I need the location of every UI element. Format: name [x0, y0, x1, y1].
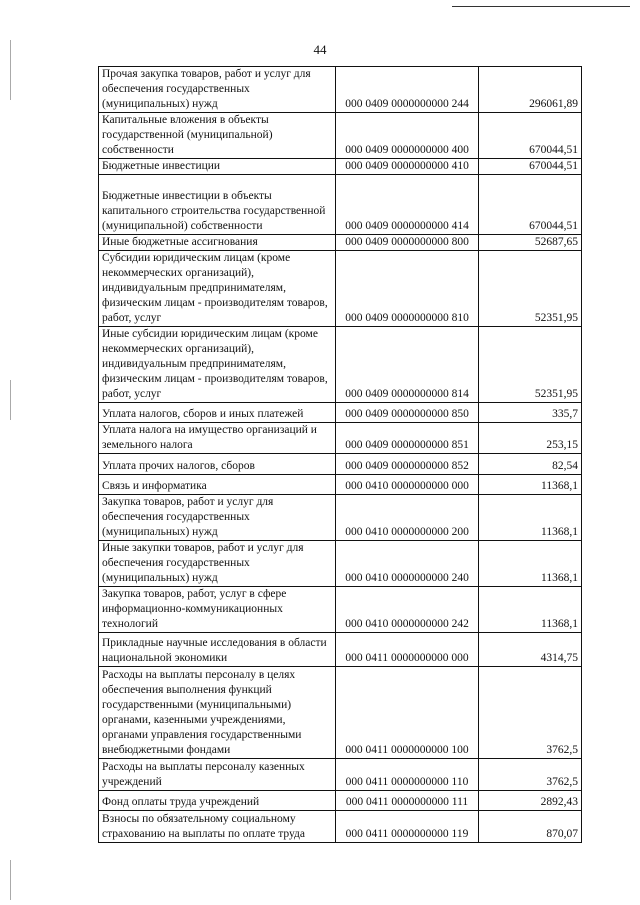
table-row — [99, 667, 582, 759]
table-row — [99, 403, 582, 423]
table-row — [99, 67, 582, 113]
table-row — [99, 251, 582, 327]
table-row — [99, 791, 582, 811]
page-number: 44 — [313, 42, 327, 57]
row-amount: 3762,5 — [479, 667, 582, 759]
row-code: 000 0410 0000000000 200 — [336, 495, 479, 541]
row-amount: 11368,1 — [479, 587, 582, 633]
row-amount: 670044,51 — [479, 113, 582, 159]
row-amount: 11368,1 — [479, 475, 582, 495]
row-name: Бюджетные инвестиции в объекты капитального строительства государственной (муниципальной) собственности — [99, 175, 336, 235]
row-code: 000 0409 0000000000 851 — [336, 423, 479, 454]
row-code: 000 0409 0000000000 852 — [336, 454, 479, 475]
scan-edge-mark — [10, 380, 11, 420]
table-row — [99, 587, 582, 633]
row-code: 000 0409 0000000000 244 — [336, 67, 479, 113]
row-code: 000 0409 0000000000 410 — [336, 159, 479, 175]
table-row — [99, 495, 582, 541]
table-row — [99, 811, 582, 843]
row-amount: 296061,89 — [479, 67, 582, 113]
row-amount: 335,7 — [479, 403, 582, 423]
table-row — [99, 541, 582, 587]
row-code: 000 0410 0000000000 240 — [336, 541, 479, 587]
row-code: 000 0411 0000000000 000 — [336, 633, 479, 667]
row-amount: 52351,95 — [479, 251, 582, 327]
table-row — [99, 113, 582, 159]
row-amount: 82,54 — [479, 454, 582, 475]
row-code: 000 0411 0000000000 110 — [336, 759, 479, 791]
row-code: 000 0409 0000000000 814 — [336, 327, 479, 403]
row-name: Иные субсидии юридическим лицам (кроме некоммерческих организаций), индивидуальным предпринимателям, физическим лицам - производителям товаров, работ, услуг — [99, 327, 336, 403]
budget-table — [98, 66, 582, 843]
row-name: Уплата прочих налогов, сборов — [99, 454, 336, 475]
row-name: Бюджетные инвестиции — [99, 159, 336, 175]
row-amount: 11368,1 — [479, 495, 582, 541]
row-amount: 52351,95 — [479, 327, 582, 403]
table-row — [99, 454, 582, 475]
header-rule — [452, 6, 630, 7]
row-code: 000 0409 0000000000 810 — [336, 251, 479, 327]
row-code: 000 0411 0000000000 100 — [336, 667, 479, 759]
row-name: Капитальные вложения в объекты государственной (муниципальной) собственности — [99, 113, 336, 159]
scan-edge-mark — [10, 860, 11, 900]
row-amount: 670044,51 — [479, 175, 582, 235]
row-amount: 253,15 — [479, 423, 582, 454]
row-name: Закупка товаров, работ, услуг в сфере информационно-коммуникационных технологий — [99, 587, 336, 633]
table-row — [99, 475, 582, 495]
row-name: Взносы по обязательному социальному страхованию на выплаты по оплате труда — [99, 811, 336, 843]
row-name: Расходы на выплаты персоналу в целях обеспечения выполнения функций государственными (муниципальными) органами, казенными учреждениями, органами управления государственными внебюджетными фондами — [99, 667, 336, 759]
row-amount: 870,07 — [479, 811, 582, 843]
row-amount: 2892,43 — [479, 791, 582, 811]
row-name: Уплата налогов, сборов и иных платежей — [99, 403, 336, 423]
row-name: Связь и информатика — [99, 475, 336, 495]
table-row — [99, 235, 582, 251]
table-row — [99, 159, 582, 175]
row-amount: 3762,5 — [479, 759, 582, 791]
table-row — [99, 759, 582, 791]
row-code: 000 0409 0000000000 800 — [336, 235, 479, 251]
row-name: Фонд оплаты труда учреждений — [99, 791, 336, 811]
row-name: Расходы на выплаты персоналу казенных учреждений — [99, 759, 336, 791]
row-name: Уплата налога на имущество организаций и земельного налога — [99, 423, 336, 454]
row-amount: 670044,51 — [479, 159, 582, 175]
row-amount: 52687,65 — [479, 235, 582, 251]
table-row — [99, 633, 582, 667]
row-name: Прочая закупка товаров, работ и услуг для обеспечения государственных (муниципальных) нужд — [99, 67, 336, 113]
row-name: Прикладные научные исследования в области национальной экономики — [99, 633, 336, 667]
table-row — [99, 175, 582, 235]
row-code: 000 0410 0000000000 242 — [336, 587, 479, 633]
row-code: 000 0409 0000000000 414 — [336, 175, 479, 235]
row-code: 000 0409 0000000000 850 — [336, 403, 479, 423]
row-name: Иные бюджетные ассигнования — [99, 235, 336, 251]
row-name: Субсидии юридическим лицам (кроме некоммерческих организаций), индивидуальным предпринимателям, физическим лицам - производителям товаров, работ, услуг — [99, 251, 336, 327]
row-name: Закупка товаров, работ и услуг для обеспечения государственных (муниципальных) нужд — [99, 495, 336, 541]
row-amount: 11368,1 — [479, 541, 582, 587]
table-row — [99, 327, 582, 403]
table-row — [99, 423, 582, 454]
row-code: 000 0409 0000000000 400 — [336, 113, 479, 159]
row-code: 000 0411 0000000000 111 — [336, 791, 479, 811]
row-code: 000 0411 0000000000 119 — [336, 811, 479, 843]
row-code: 000 0410 0000000000 000 — [336, 475, 479, 495]
row-name: Иные закупки товаров, работ и услуг для обеспечения государственных (муниципальных) нужд — [99, 541, 336, 587]
row-amount: 4314,75 — [479, 633, 582, 667]
